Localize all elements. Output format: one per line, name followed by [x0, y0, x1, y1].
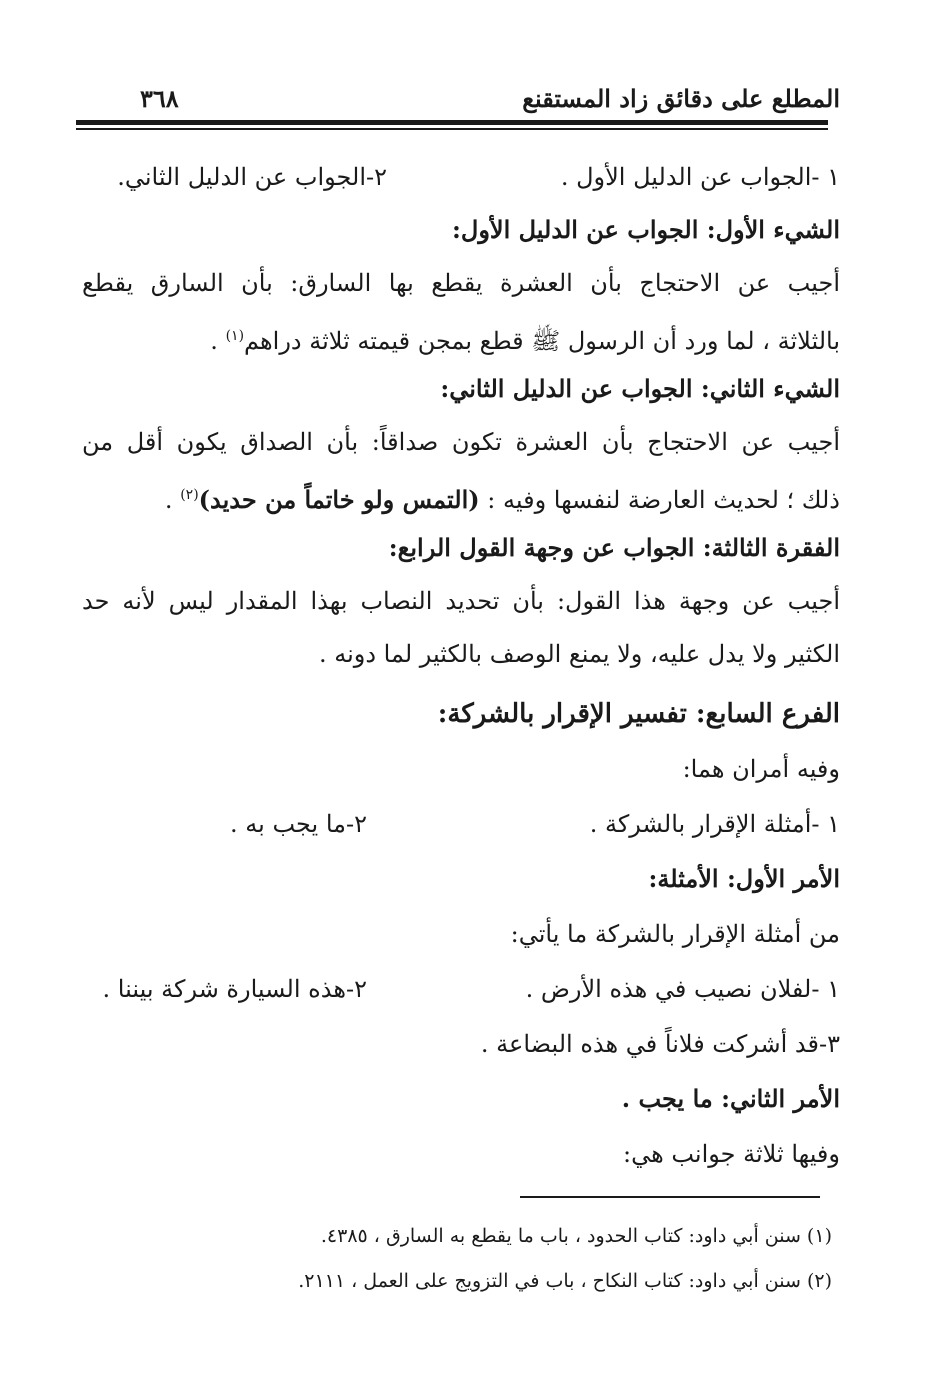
paragraph-line [165, 478, 840, 517]
paragraph-line [210, 319, 840, 358]
paragraph-line: وفيها ثلاثة جوانب هي: [622, 1140, 840, 1168]
section-heading: الشيء الثاني: الجواب عن الدليل الثاني: [440, 374, 840, 403]
paragraph-text: . [210, 327, 226, 355]
hadith-quote: (التمس ولو خاتماً من حديد) [198, 485, 480, 514]
header-rule-thick [76, 120, 828, 125]
enum-item-2: ٢-ما يجب به . [230, 810, 367, 838]
section-heading: الأمر الثاني: ما يجب . [621, 1084, 840, 1113]
paragraph-line: أجيب عن الاحتجاج بأن العشرة تكون صداقاً: بأن الصداق يكون أقل من [82, 428, 840, 456]
paragraph-line: أجيب عن الاحتجاج بأن العشرة يقطع بها السارق: بأن السارق يقطع [82, 269, 840, 297]
section-heading: الشيء الأول: الجواب عن الدليل الأول: [452, 215, 840, 244]
enum-item-1: ١ -أمثلة الإقرار بالشركة . [589, 810, 840, 838]
running-header-title: المطلع على دقائق زاد المستقنع [522, 84, 840, 113]
paragraph-line: وفيه أمران هما: [682, 755, 840, 783]
footnote-separator [520, 1196, 820, 1198]
paragraph-text: . [164, 486, 181, 514]
section-heading: الفقرة الثالثة: الجواب عن وجهة القول الرابع: [388, 533, 840, 562]
header-rule-thin [76, 128, 828, 130]
paragraph-line: الكثير ولا يدل عليه، ولا يمنع الوصف بالكثير لما دونه . [318, 640, 840, 668]
footnote-ref-2: (٢) [180, 487, 199, 503]
page-number: ٣٦٨ [140, 84, 179, 113]
paragraph-line: من أمثلة الإقرار بالشركة ما يأتي: [510, 920, 840, 948]
enum-item-1: ١ -الجواب عن الدليل الأول . [560, 163, 840, 191]
paragraph-line: أجيب عن وجهة هذا القول: بأن تحديد النصاب بهذا المقدار ليس لأنه حد [82, 587, 840, 615]
paragraph-text: بالثلاثة ، لما ورد أن الرسول ﷺ قطع بمجن قيمته ثلاثة دراهم [244, 327, 840, 355]
enum-item-2: ٢-هذه السيارة شركة بيننا . [102, 975, 367, 1003]
footnote-1: (١) سنن أبي داود: كتاب الحدود ، باب ما يقطع به السارق ، ٤٣٨٥. [320, 1225, 832, 1247]
subsection-heading: الفرع السابع: تفسير الإقرار بالشركة: [437, 699, 840, 729]
enum-item-1: ١ -لفلان نصيب في هذه الأرض . [525, 975, 840, 1003]
footnote-ref-1: (١) [225, 328, 245, 344]
section-heading: الأمر الأول: الأمثلة: [648, 864, 840, 893]
enum-item-2: ٢-الجواب عن الدليل الثاني. [117, 163, 387, 191]
enum-item-3: ٣-قد أشركت فلاناً في هذه البضاعة . [480, 1030, 840, 1058]
footnote-2: (٢) سنن أبي داود: كتاب النكاح ، باب في التزويج على العمل ، ٢١١١. [298, 1270, 832, 1292]
paragraph-text: ذلك ؛ لحديث العارضة لنفسها وفيه : [479, 486, 840, 514]
